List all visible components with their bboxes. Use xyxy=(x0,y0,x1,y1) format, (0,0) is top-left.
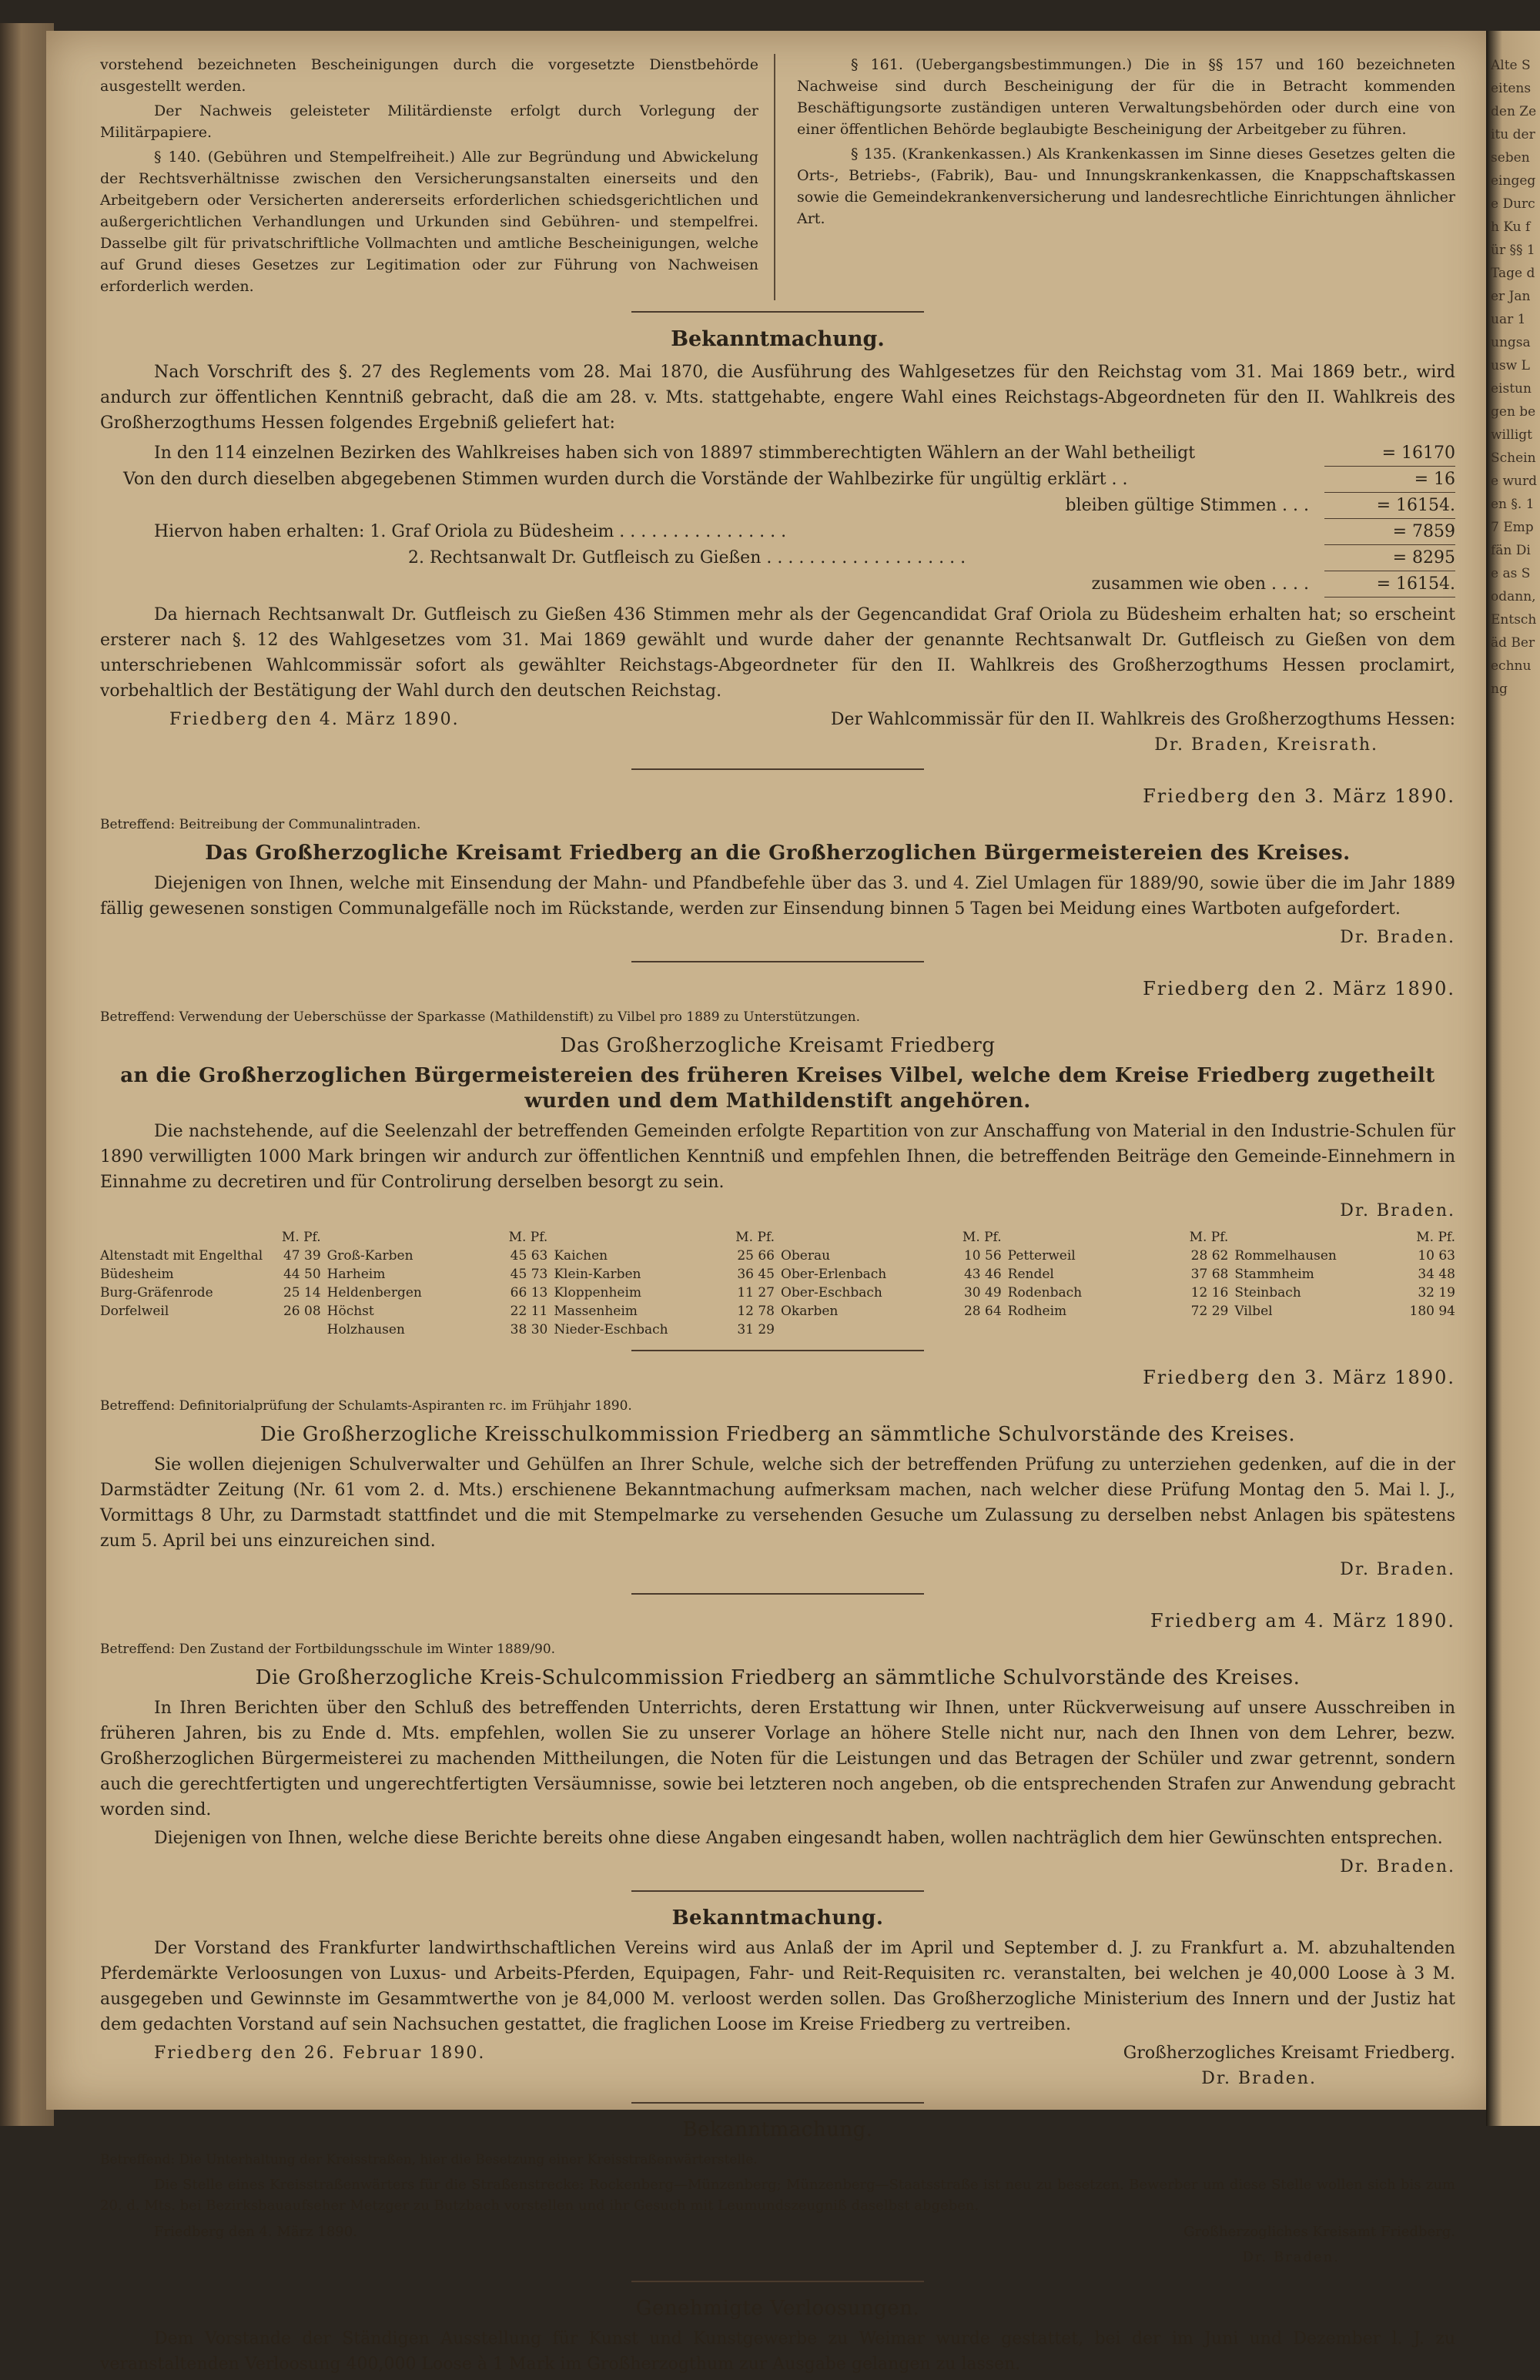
section-title: Bekanntmachung. xyxy=(671,1906,884,1930)
amount: 28 64 xyxy=(963,1304,1002,1319)
signature: Dr. Braden. xyxy=(1340,1201,1455,1220)
municipality-name: Ober-Erlenbach xyxy=(780,1267,887,1282)
election-results xyxy=(100,440,1455,598)
amount: 38 30 xyxy=(510,1322,548,1337)
notice-body: Die Stelle eines Kreisstraßenwärters für die Straßenstrecke: Rockenberg—Münzenberg; Münzenberg—Staatsstraße ist neu zu besetzen. Bewerber um diese Stelle wollen sich bis zum 20. d. Mts. bei Bezirksbauaufseher Metzger zu Butzbach vorstellen und ihr Gesuch mit Leumundszeugniß daselbst abgeben. xyxy=(100,2177,1455,2214)
place-date: Friedberg den 4. März 1890. xyxy=(154,2224,357,2240)
municipality-name: Klein-Karben xyxy=(554,1267,641,1282)
amount: 44 50 xyxy=(283,1267,321,1282)
notice-body: Diejenigen von Ihnen, welche diese Berichte bereits ohne diese Angaben eingesandt haben, wollen nachträglich dem hier Gewünschten entsprechen. xyxy=(154,1829,1443,1848)
allocation-row xyxy=(100,1247,321,1265)
allocation-row xyxy=(1008,1247,1229,1265)
notice-date: Friedberg den 3. März 1890. xyxy=(1143,1367,1455,1388)
amount: 28 62 xyxy=(1190,1248,1229,1264)
municipality-name: Rommelhausen xyxy=(1234,1248,1337,1264)
allocation-row xyxy=(554,1284,775,1302)
municipality-name: Höchst xyxy=(326,1304,374,1319)
signature: Dr. Braden. xyxy=(1340,1560,1455,1579)
allocation-row xyxy=(781,1247,1002,1265)
page-content xyxy=(100,54,1455,2380)
allocation-column xyxy=(554,1228,775,1339)
signature: Dr. Braden, Kreisrath. xyxy=(1154,735,1378,755)
municipality-name: Rendel xyxy=(1007,1267,1054,1282)
law-excerpt-columns xyxy=(100,54,1455,300)
municipality-name: Vilbel xyxy=(1234,1304,1273,1319)
municipality-name: Oberau xyxy=(780,1248,831,1264)
allocation-row xyxy=(781,1265,1002,1284)
divider xyxy=(631,768,924,770)
notice-subject: Betreffend: Die Unterhaltung der Kreisstraßen, hier die Besetzung einer Kreisstraßenwärterstelle. xyxy=(100,2152,758,2167)
amount: 31 29 xyxy=(737,1322,775,1337)
amount: 43 46 xyxy=(963,1267,1002,1282)
municipality-name: Rodenbach xyxy=(1007,1285,1083,1300)
municipality-name: Kaichen xyxy=(554,1248,608,1264)
allocation-row xyxy=(100,1302,321,1321)
municipality-name: Okarben xyxy=(780,1304,839,1319)
allocation-column xyxy=(327,1228,548,1339)
place-date: Friedberg den 26. Februar 1890. xyxy=(154,2044,486,2063)
notice-title: Die Großherzogliche Kreis-Schulcommission Friedberg an sämmtliche Schulvorstände des Kreises. xyxy=(255,1666,1301,1689)
amount: 47 39 xyxy=(283,1248,321,1264)
allocation-column xyxy=(781,1228,1002,1339)
allocation-row xyxy=(1234,1284,1455,1302)
notice-body: Der Vorstand des Frankfurter landwirthschaftlichen Vereins wird aus Anlaß der im April und September d. J. zu Frankfurt a. M. abzuhaltenden Pferdemärkte Verloosungen von Luxus- und Arbeits-Pferden, Equipagen, Fahr- und Reit-Requisiten rc. veranstalten, bei welchen je 40,000 Loose à 3 M. ausgegeben und Gewinnste im Gesammtwerthe von je 84,000 M. verloost werden sollen. Das Großherzogliche Ministerium des Innern und der Justiz hat dem gedachten Vorstand auf sein Nachsuchen gestattet, die fraglichen Loose im Kreise Friedberg zu vertreiben. xyxy=(100,1939,1455,2034)
municipality-name: Holzhausen xyxy=(326,1322,405,1337)
right-para-1: § 161. (Uebergangsbestimmungen.) Die in §§ 157 und 160 bezeichneten Nachweise sind durch Bescheinigung der für die in Betracht kommenden Beschäftigungsorte zuständigen unteren Verwaltungsbehörden oder durch eine von einer öffentlichen Behörde beglaubigte Bescheinigung der Arbeitgeber zu führen. xyxy=(797,56,1455,138)
commissioner-title: Der Wahlcommissär für den II. Wahlkreis des Großherzogthums Hessen: xyxy=(830,710,1455,729)
result-value: = 16154. xyxy=(1324,493,1455,519)
divider xyxy=(631,2102,924,2104)
amount: 37 68 xyxy=(1190,1267,1229,1282)
amount: 26 08 xyxy=(283,1304,321,1319)
allocation-row xyxy=(1008,1265,1229,1284)
divider xyxy=(631,2281,924,2282)
amount: 66 13 xyxy=(510,1285,548,1300)
notice-subject: Betreffend: Verwendung der Ueberschüsse der Sparkasse (Mathildenstift) zu Vilbel pro 1889 zu Unterstützungen. xyxy=(100,1009,861,1025)
notice-date: Friedberg den 3. März 1890. xyxy=(1143,785,1455,807)
allocation-row xyxy=(327,1302,548,1321)
allocation-row xyxy=(327,1321,548,1339)
municipality-name: Groß-Karben xyxy=(326,1248,413,1264)
municipality-name: Nieder-Eschbach xyxy=(554,1322,668,1337)
amount: 12 16 xyxy=(1190,1285,1229,1300)
amount: 34 48 xyxy=(1418,1267,1455,1282)
signature-block xyxy=(100,707,1455,732)
allocation-row xyxy=(327,1284,548,1302)
result-label: Hiervon haben erhalten: 1. Graf Oriola zu Büdesheim . . . . . . . . . . . . . . . . xyxy=(154,522,787,541)
result-label: bleiben gültige Stimmen . . . xyxy=(1065,496,1309,515)
divider xyxy=(631,1890,924,1892)
amount: 10 56 xyxy=(963,1248,1002,1264)
amount: 45 63 xyxy=(510,1248,548,1264)
amount: 180 94 xyxy=(1409,1304,1455,1319)
allocation-column xyxy=(1234,1228,1455,1339)
right-para-2: § 135. (Krankenkassen.) Als Krankenkassen im Sinne dieses Gesetzes gelten die Orts-, Betriebs-, (Fabrik), Bau- und Innungskrankenkassen, die Knappschaftskassen sowie die Gemeindekrankenversicherung und landesrechtliche Einrichtungen ähnlicher Art. xyxy=(797,146,1455,227)
currency-header: M. Pf. xyxy=(1416,1230,1455,1245)
allocation-row xyxy=(100,1284,321,1302)
amount: 12 78 xyxy=(737,1304,775,1319)
municipality-name: Burg-Gräfenrode xyxy=(100,1285,213,1300)
notice-subject: Betreffend: Beitreibung der Communalintraden. xyxy=(100,817,421,832)
notice-title: Das Großherzogliche Kreisamt Friedberg xyxy=(560,1034,996,1057)
municipality-name: Stammheim xyxy=(1234,1267,1314,1282)
allocation-row xyxy=(1234,1265,1455,1284)
allocation-row xyxy=(1234,1247,1455,1265)
municipality-name: Petterweil xyxy=(1007,1248,1076,1264)
notice-date: Friedberg den 2. März 1890. xyxy=(1143,978,1455,999)
notice-body: Diejenigen von Ihnen, welche mit Einsendung der Mahn- und Pfandbefehle über das 3. und 4. Ziel Umlagen für 1889/90, sowie über die im Jahr 1889 fällig gewesenen sonstigen Communalgefälle noch im Rückstande, werden zur Einsendung binnen 5 Tagen bei Meidung eines Wartboten aufgefordert. xyxy=(100,874,1455,919)
divider xyxy=(631,961,924,962)
municipality-name: Kloppenheim xyxy=(554,1285,642,1300)
notice-title: Das Großherzogliche Kreisamt Friedberg an die Großherzoglichen Bürgermeistereien des Kreises. xyxy=(205,842,1351,865)
allocation-column xyxy=(100,1228,321,1339)
currency-header: M. Pf. xyxy=(735,1230,775,1245)
allocation-row xyxy=(327,1247,548,1265)
notice-body: In Ihren Berichten über den Schluß des betreffenden Unterrichts, deren Erstattung wir Ihnen, unter Rückverweisung auf unsere Ausschreiben in früheren Jahren, bis zu Ende d. Mts. empfehlen, wollen Sie zu unserer Vorlage an höhere Stelle nicht nur, nach den Ihnen von dem Lehrer, bezw. Großherzoglichen Bürgermeisterei zu machenden Mittheilungen, die Noten für die Leistungen und das Betragen der Schüler und zwar getrennt, sondern auch die gerechtfertigten und ungerechtfertigten Versäumnisse, sowie bei letzteren noch angeben, ob die entsprechenden Strafen zur Anwendung gebracht worden sind. xyxy=(100,1699,1455,1819)
municipality-name: Steinbach xyxy=(1234,1285,1301,1300)
municipality-name: Rodheim xyxy=(1007,1304,1067,1319)
municipality-name: Altenstadt mit Engelthal xyxy=(100,1248,263,1264)
election-outcome: Da hiernach Rechtsanwalt Dr. Gutfleisch zu Gießen 436 Stimmen mehr als der Gegencandidat Graf Oriola zu Büdesheim erhalten hat; so erscheint ersterer nach §. 12 des Wahlgesetzes vom 31. Mai 1869 gewählt und wurde daher der genannte Rechtsanwalt Dr. Gutfleisch zu Gießen von dem unterschriebenen Wahlcommissär sofort als gewählter Reichstags-Abgeordneter für den II. Wahlkreis des Großherzogthums Hessen proclamirt, vorbehaltlich der Bestätigung der Wahl durch den deutschen Reichstag. xyxy=(100,605,1455,701)
right-column xyxy=(797,54,1455,300)
allocation-row xyxy=(1008,1284,1229,1302)
section-title: Bekanntmachung. xyxy=(682,2118,873,2141)
divider xyxy=(631,311,924,313)
currency-header: M. Pf. xyxy=(1189,1230,1229,1245)
election-intro: Nach Vorschrift des §. 27 des Reglements vom 28. Mai 1870, die Ausführung des Wahlgesetzes für den Reichstag vom 31. Mai 1869 betr., wird andurch zur öffentlichen Kenntniß gebracht, daß die am 28. v. Mts. stattgehabte, engere Wahl eines Reichstags-Abgeordneten für den II. Wahlkreis des Großherzogthums Hessen folgendes Ergebniß geliefert hat: xyxy=(100,363,1455,433)
allocation-row xyxy=(327,1265,548,1284)
left-para-2: Der Nachweis geleisteter Militärdienste erfolgt durch Vorlegung der Militärpapiere. xyxy=(100,102,758,141)
allocation-row xyxy=(554,1265,775,1284)
section-title: Genehmigte Verloosungen. xyxy=(635,2297,920,2320)
signature: Dr. Braden. xyxy=(1201,2069,1317,2088)
result-value: = 8295 xyxy=(1324,545,1455,571)
allocation-row xyxy=(1234,1302,1455,1321)
notice-subject: Betreffend: Den Zustand der Fortbildungsschule im Winter 1889/90. xyxy=(100,1642,556,1657)
allocation-row xyxy=(554,1302,775,1321)
notice-title-addressees: an die Großherzoglichen Bürgermeistereien des früheren Kreises Vilbel, welche dem Kreise Friedberg zugetheilt wurden und dem Mathildenstift angehören. xyxy=(120,1064,1435,1113)
result-value: = 7859 xyxy=(1324,519,1455,545)
municipality-name: Heldenbergen xyxy=(326,1285,422,1300)
adjacent-page-text: Alte Seitens den Zeitu derseben eingege Durch Ku für §§ 1 Tage der Januar 1 ungsausw Leistungen bewilligt Scheine wurden §. 17 Empfän Die as Sodann, Entschäd Berechnung xyxy=(1491,58,1537,697)
amount: 72 29 xyxy=(1190,1304,1229,1319)
allocation-table xyxy=(100,1228,1455,1339)
notice-subject: Betreffend: Definitorialprüfung der Schulamts-Aspiranten rc. im Frühjahr 1890. xyxy=(100,1398,632,1414)
amount: 30 49 xyxy=(963,1285,1002,1300)
currency-header: M. Pf. xyxy=(508,1230,548,1245)
notice-body: Dem Vorstande der Ständigen Ausstellung für Kunst und Kunstgewerbe zu Weimar wurde gestattet, bei der im Juni und Dezember l. J. zu veranstaltenden Verloosung 400,000 Loose à 1 Mark im Großherzogthum zur Ausgabe gelangen zu lassen. xyxy=(100,2329,1455,2374)
result-value: = 16154. xyxy=(1324,571,1455,598)
signature-block xyxy=(100,2219,1455,2244)
allocation-row xyxy=(554,1321,775,1339)
amount: 45 73 xyxy=(510,1267,548,1282)
left-para-1: vorstehend bezeichneten Bescheinigungen durch die vorgesetzte Dienstbehörde ausgestellt werden. xyxy=(100,56,758,95)
currency-header: M. Pf. xyxy=(962,1230,1002,1245)
municipality-name: Dorfelweil xyxy=(100,1304,169,1319)
adjacent-page-edge xyxy=(1486,31,1540,2126)
notice-body: Sie wollen diejenigen Schulverwalter und Gehülfen an Ihrer Schule, welche sich der betreffenden Prüfung zu unterziehen gedenken, auf die in der Darmstädter Zeitung (Nr. 61 vom 2. d. Mts.) erschienene Bekanntmachung aufmerksam machen, nach welcher diese Prüfung Montag den 5. Mai l. J., Vormittags 8 Uhr, zu Darmstadt stattfindet und die mit Stempelmarke zu versehenden Gesuche um Zulassung zu derselben nebst Anlagen bis spätestens zum 5. April bei uns einzureichen sind. xyxy=(100,1455,1455,1551)
amount: 25 66 xyxy=(737,1248,775,1264)
amount: 36 45 xyxy=(737,1267,775,1282)
currency-header: M. Pf. xyxy=(281,1230,321,1245)
signature: Dr. Braden. xyxy=(1340,1857,1455,1876)
left-para-3: § 140. (Gebühren und Stempelfreiheit.) Alle zur Begründung und Abwickelung der Rechtsverhältnisse zwischen den Versicherungsanstalten einerseits und den Arbeitgebern oder Versicherten andererseits erforderlichen schiedsgerichtlichen und außergerichtlichen Verhandlungen und Urkunden sind Gebühren- und stempelfrei. Dasselbe gilt für privatschriftliche Vollmachten und amtliche Bescheinigungen, welche auf Grund dieses Gesetzes zur Legitimation oder zur Führung von Nachweisen erforderlich werden. xyxy=(100,149,758,295)
municipality-name: Ober-Eschbach xyxy=(780,1285,882,1300)
signature: Dr. Braden. xyxy=(1340,928,1455,947)
amount: 10 63 xyxy=(1418,1248,1455,1264)
result-value: = 16 xyxy=(1324,467,1455,493)
authority: Großherzogliches Kreisamt Friedberg. xyxy=(1183,2224,1455,2240)
authority: Großherzogliches Kreisamt Friedberg. xyxy=(1123,2044,1455,2063)
divider xyxy=(631,1593,924,1595)
municipality-name: Büdesheim xyxy=(100,1267,174,1282)
allocation-row xyxy=(554,1247,775,1265)
amount: 11 27 xyxy=(737,1285,775,1300)
allocation-row xyxy=(781,1284,1002,1302)
result-label: zusammen wie oben . . . . xyxy=(1091,574,1309,594)
place-date: Friedberg den 4. März 1890. xyxy=(169,710,460,729)
allocation-row xyxy=(1008,1302,1229,1321)
result-label: Von den durch dieselben abgegebenen Stimmen wurden durch die Vorstände der Wahlbezirke für ungültig erklärt . . xyxy=(123,470,1128,489)
result-value: = 16170 xyxy=(1324,440,1455,467)
divider xyxy=(631,1350,924,1351)
amount: 25 14 xyxy=(283,1285,321,1300)
municipality-name: Massenheim xyxy=(554,1304,638,1319)
notice-date: Friedberg am 4. März 1890. xyxy=(1150,1610,1455,1632)
allocation-row xyxy=(781,1302,1002,1321)
allocation-column xyxy=(1008,1228,1229,1339)
notice-body: Die nachstehende, auf die Seelenzahl der betreffenden Gemeinden erfolgte Repartition von zur Anschaffung von Material in den Industrie-Schulen für 1890 verwilligten 1000 Mark bringen wir andurch zur öffentlichen Kenntniß und empfehlen Ihnen, die betreffenden Beiträge den Gemeinde-Einnehmern in Einnahme zu decretiren und für Controlirung derselben besorgt zu sein. xyxy=(100,1122,1455,1192)
amount: 32 19 xyxy=(1418,1285,1455,1300)
result-label: 2. Rechtsanwalt Dr. Gutfleisch zu Gießen . . . . . . . . . . . . . . . . . . . xyxy=(408,548,966,567)
signature: Dr. Braden. xyxy=(1242,2249,1340,2265)
left-column xyxy=(100,54,775,300)
municipality-name: Harheim xyxy=(326,1267,386,1282)
signature-block xyxy=(100,2040,1455,2066)
notice-title: Die Großherzogliche Kreisschulkommission Friedberg an sämmtliche Schulvorstände des Kreises. xyxy=(259,1423,1296,1446)
amount: 22 11 xyxy=(510,1304,548,1319)
allocation-row xyxy=(100,1265,321,1284)
result-label: In den 114 einzelnen Bezirken des Wahlkreises haben sich von 18897 stimmberechtigten Wählern an der Wahl betheiligt xyxy=(154,444,1196,463)
section-title: Bekanntmachung. xyxy=(671,327,885,351)
